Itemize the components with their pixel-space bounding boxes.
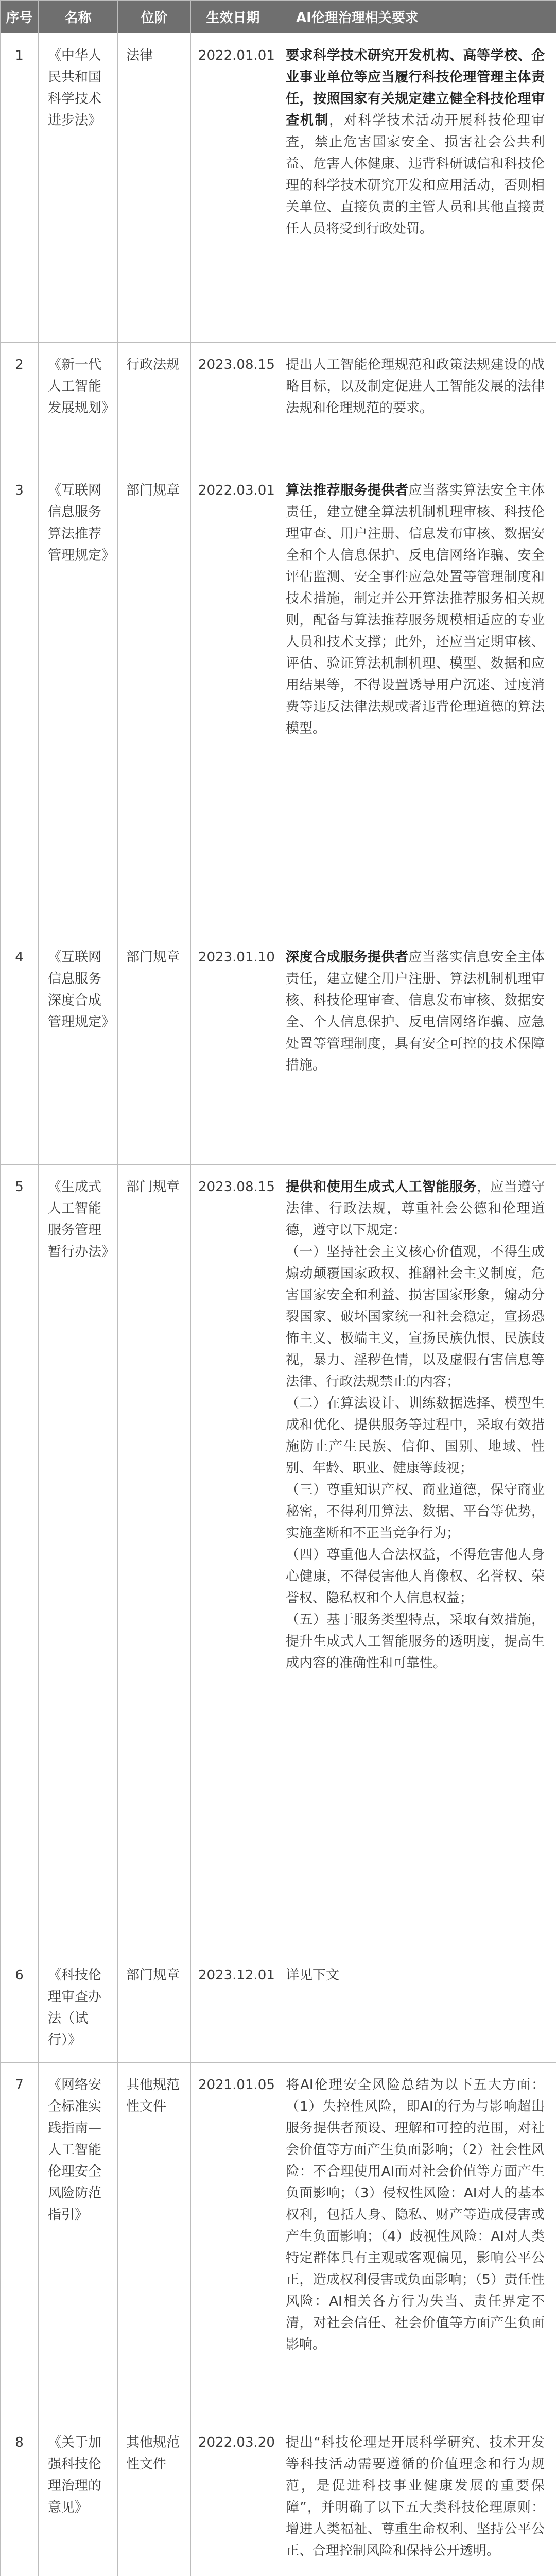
table-row: [1, 2420, 556, 2576]
requirements-cell: [275, 1953, 556, 2063]
requirement-highlight: 算法推荐服务提供者: [286, 483, 409, 498]
table-row: [1, 468, 556, 935]
requirements-cell: [275, 2420, 556, 2576]
requirement-text: 提出“科技伦理是开展科学研究、技术开发等科技活动需要遵循的价值理念和行为规范，是促进科技事业健康发展的重要保障”，并明确了以下五大类科技伦理原则：增进人类福祉、尊重生命权利、坚持公平公正、合理控制风险和保持公开透明。: [286, 2435, 545, 2558]
requirement-item: （五）基于服务类型特点，采取有效措施，提升生成式人工智能服务的透明度，提高生成内容的准确性和可靠性。: [286, 1612, 545, 1671]
table-row: [1, 1165, 556, 1953]
requirement-item: （四）尊重他人合法权益，不得危害他人身心健康，不得侵害他人肖像权、名誉权、荣誉权、隐私权和个人信息权益；: [286, 1547, 545, 1606]
regulation-position: 行政法规: [118, 343, 191, 468]
requirements-cell: [275, 2063, 556, 2420]
requirement-highlight: 提供和使用生成式人工智能服务: [286, 1179, 477, 1195]
table-row: [1, 33, 556, 343]
effective-date: 2023.08.15: [191, 343, 275, 468]
effective-date: 2022.03.20: [191, 2420, 275, 2576]
regulation-position: 其他规范性文件: [118, 2063, 191, 2420]
regulation-position: 其他规范性文件: [118, 2420, 191, 2576]
requirements-cell: [275, 935, 556, 1165]
regulation-name: 《新一代人工智能发展规划》: [39, 343, 118, 468]
requirements-cell: [275, 468, 556, 935]
regulation-name: 《中华人民共和国科学技术进步法》: [39, 33, 118, 343]
regulation-position: 部门规章: [118, 935, 191, 1165]
requirements-cell: [275, 343, 556, 468]
requirement-highlight: 要求科学技术研究开发机构、高等学校、企业事业单位等应当履行科技伦理管理主体责任，按照国家有关规定建立健全科技伦理审查机制: [286, 48, 545, 128]
row-number: 4: [1, 935, 39, 1165]
row-number: 5: [1, 1165, 39, 1953]
table-row: [1, 935, 556, 1165]
regulation-name: 《互联网信息服务深度合成管理规定》: [39, 935, 118, 1165]
requirement-text: 应当落实算法安全主体责任，建立健全算法机制机理审核、科技伦理审查、用户注册、信息发布审核、数据安全和个人信息保护、反电信网络诈骗、安全评估监测、安全事件应急处置等管理制度和技术措施，制定并公开算法推荐服务相关规则，配备与算法推荐服务规模相适应的专业人员和技术支撑；此外，还应当定期审核、评估、验证算法机制机理、模型、数据和应用结果等，不得设置诱导用户沉迷、过度消费等违反法律法规或者违背伦理道德的算法模型。: [286, 483, 545, 736]
row-number: 8: [1, 2420, 39, 2576]
header-requirements: AI伦理治理相关要求: [275, 1, 556, 33]
header-name: 名称: [39, 1, 118, 33]
regulation-name: 《关于加强科技伦理治理的意见》: [39, 2420, 118, 2576]
regulation-name: 《科技伦理审查办法（试行）》: [39, 1953, 118, 2063]
regulation-position: 部门规章: [118, 1165, 191, 1953]
requirements-cell: [275, 1165, 556, 1953]
row-number: 1: [1, 33, 39, 343]
row-number: 2: [1, 343, 39, 468]
requirement-text: 应当落实信息安全主体责任，建立健全用户注册、算法机制机理审核、科技伦理审查、信息发布审核、数据安全、个人信息保护、反电信网络诈骗、应急处置等管理制度，具有安全可控的技术保障措施。: [286, 950, 545, 1073]
regulation-position: 部门规章: [118, 468, 191, 935]
row-number: 6: [1, 1953, 39, 2063]
row-number: 7: [1, 2063, 39, 2420]
requirement-highlight: 深度合成服务提供者: [286, 950, 409, 965]
effective-date: 2023.01.10: [191, 935, 275, 1165]
effective-date: 2022.03.01: [191, 468, 275, 935]
table-row: [1, 1953, 556, 2063]
table-row: [1, 2063, 556, 2420]
requirement-text: ，应当遵守法律、行政法规，尊重社会公德和伦理道德，遵守以下规定：: [286, 1179, 545, 1238]
effective-date: 2023.12.01: [191, 1953, 275, 2063]
table-header-row: [1, 1, 556, 33]
requirement-text: 提出人工智能伦理规范和政策法规建设的战略目标，以及制定促进人工智能发展的法律法规和伦理规范的要求。: [286, 357, 545, 416]
header-date: 生效日期: [191, 1, 275, 33]
regulation-name: 《网络安全标准实践指南—人工智能伦理安全风险防范指引》: [39, 2063, 118, 2420]
requirement-text: ，对科学技术活动开展科技伦理审查，禁止危害国家安全、损害社会公共利益、危害人体健康、违背科研诚信和科技伦理的科学技术研究开发和应用活动，否则相关单位、直接负责的主管人员和其他直接责任人员将受到行政处罚。: [286, 113, 545, 236]
regulation-position: 法律: [118, 33, 191, 343]
requirement-item: （二）在算法设计、训练数据选择、模型生成和优化、提供服务等过程中，采取有效措施防止产生民族、信仰、国别、地域、性别、年龄、职业、健康等歧视；: [286, 1396, 545, 1476]
row-number: 3: [1, 468, 39, 935]
effective-date: 2022.01.01: [191, 33, 275, 343]
requirement-text: 将AI伦理安全风险总结为以下五大方面：（1）失控性风险，即AI的行为与影响超出服务提供者预设、理解和可控的范围，对社会价值等方面产生负面影响；（2）社会性风险：不合理使用AI而对社会价值等方面产生负面影响；（3）侵权性风险：AI对人的基本权利，包括人身、隐私、财产等造成侵害或产生负面影响；（4）歧视性风险：AI对人类特定群体具有主观或客观偏见，影响公平公正，造成权利侵害或负面影响；（5）责任性风险：AI相关各方行为失当、责任界定不清，对社会信任、社会价值等方面产生负面影响。: [286, 2077, 545, 2352]
header-position: 位阶: [118, 1, 191, 33]
regulation-position: 部门规章: [118, 1953, 191, 2063]
requirement-text: 详见下文: [286, 1968, 340, 1983]
requirement-item: （一）坚持社会主义核心价值观，不得生成煽动颠覆国家政权、推翻社会主义制度，危害国家安全和利益、损害国家形象，煽动分裂国家、破坏国家统一和社会稳定，宣扬恐怖主义、极端主义，宣扬民族仇恨、民族歧视，暴力、淫秽色情，以及虚假有害信息等法律、行政法规禁止的内容；: [286, 1244, 545, 1389]
header-no: 序号: [1, 1, 39, 33]
effective-date: 2021.01.05: [191, 2063, 275, 2420]
table-row: [1, 343, 556, 468]
requirement-item: （三）尊重知识产权、商业道德，保守商业秘密，不得利用算法、数据、平台等优势，实施垄断和不正当竞争行为；: [286, 1482, 545, 1541]
regulation-name: 《互联网信息服务算法推荐管理规定》: [39, 468, 118, 935]
requirements-cell: [275, 33, 556, 343]
effective-date: 2023.08.15: [191, 1165, 275, 1953]
regulation-name: 《生成式人工智能服务管理暂行办法》: [39, 1165, 118, 1953]
